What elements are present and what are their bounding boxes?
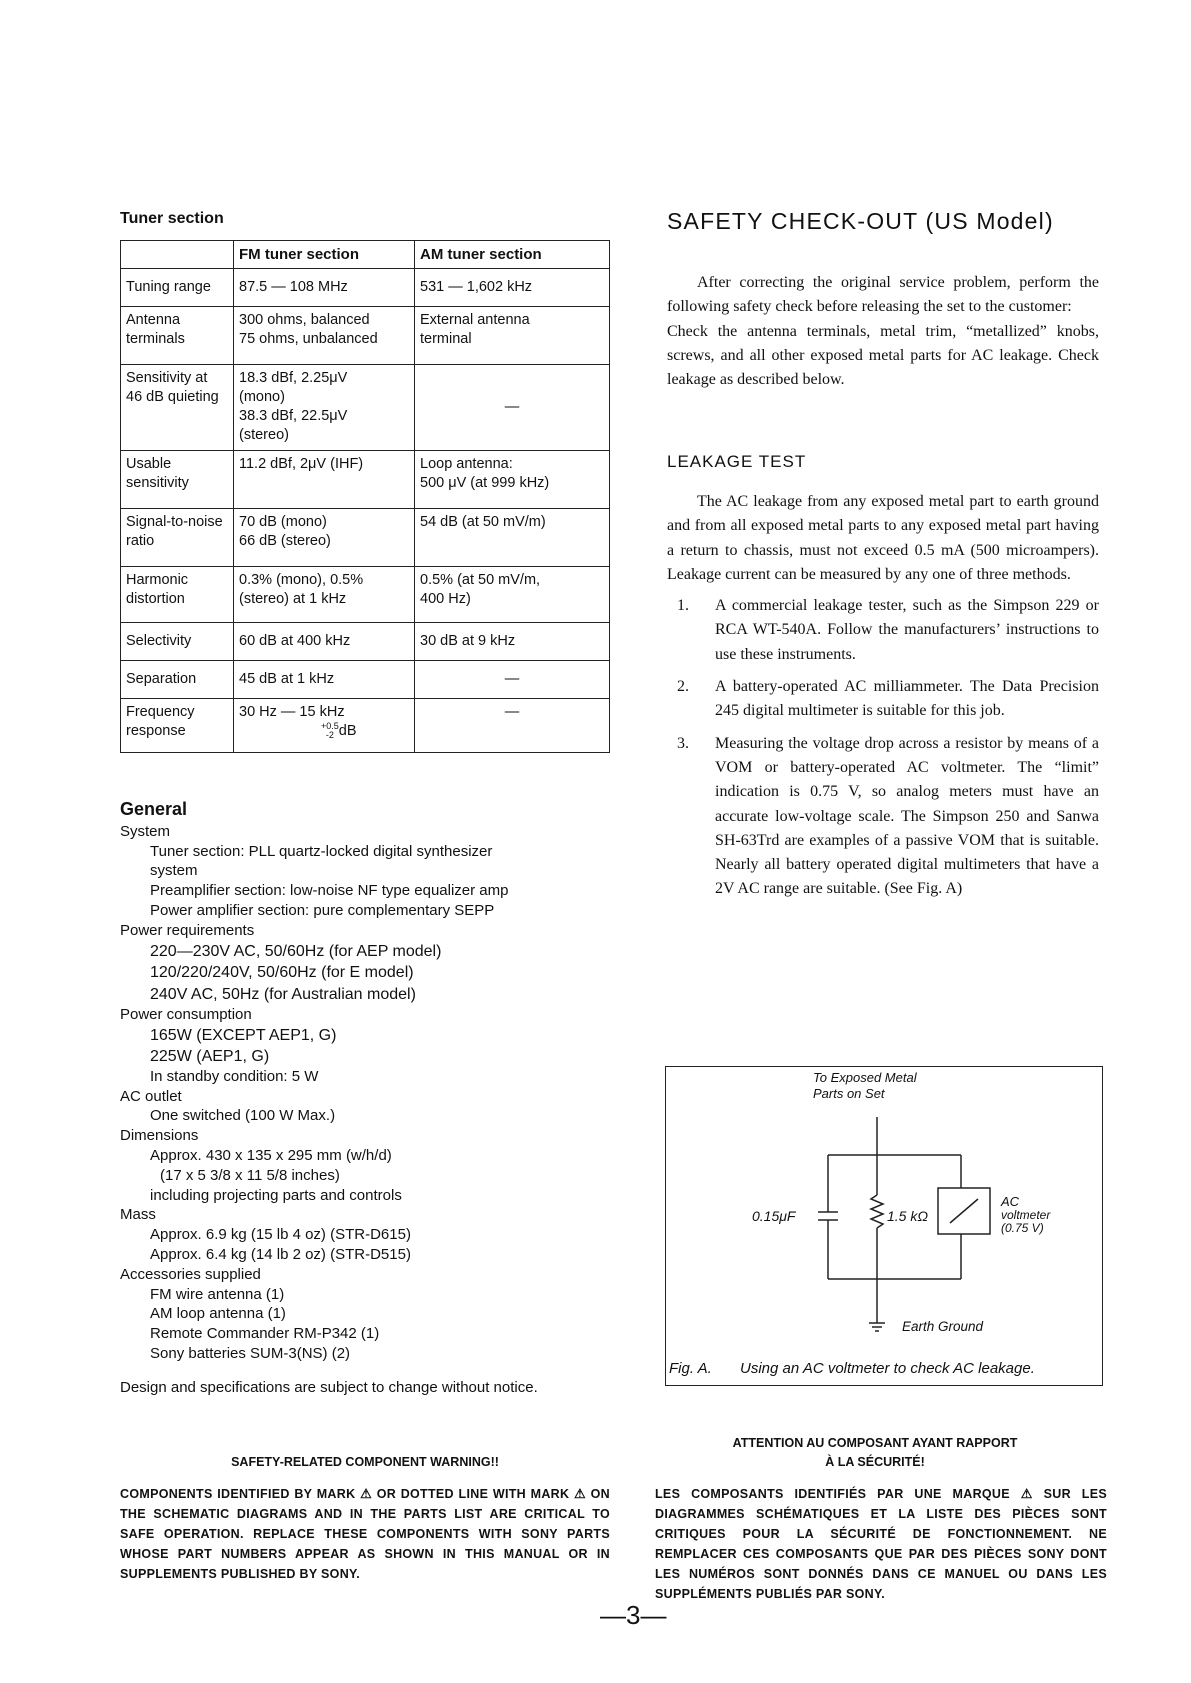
am-value: —: [415, 661, 610, 699]
figure-a: [665, 1066, 1103, 1386]
spec-change-note: Design and specifications are subject to change without notice.: [120, 1378, 538, 1396]
row-label: Frequency response: [121, 699, 234, 753]
am-value: 30 dB at 9 kHz: [415, 623, 610, 661]
warning-mark-icon: ⚠: [1020, 1486, 1033, 1501]
table-header-fm: FM tuner section: [234, 241, 415, 269]
consumption-line: In standby condition: 5 W: [150, 1067, 319, 1085]
meter-label: AC: [1001, 1194, 1020, 1209]
am-value: —: [415, 365, 610, 451]
accessories-label: Accessories supplied: [120, 1265, 261, 1283]
table-header-empty: [121, 241, 234, 269]
fm-value: 300 ohms, balanced 75 ohms, unbalanced: [234, 307, 415, 365]
figure-caption-prefix: Fig. A.: [669, 1360, 712, 1377]
meter-label: (0.75 V): [1001, 1221, 1044, 1235]
leakage-test-body: [667, 490, 1099, 910]
fm-value: 11.2 dBf, 2μV (IHF): [234, 451, 415, 509]
ground-label: Earth Ground: [902, 1319, 984, 1334]
general-title: General: [120, 799, 188, 819]
leakage-paragraph: The AC leakage from any exposed metal part to earth ground and from all exposed metal parts to any exposed metal part having a return to chassis, must not exceed 0.5 mA (500 microampers). Leakage current can be measured by any one of three methods.: [667, 493, 1099, 583]
table-row: [121, 623, 610, 661]
fm-value: 70 dB (mono) 66 dB (stereo): [234, 509, 415, 567]
am-value: Loop antenna: 500 μV (at 999 kHz): [415, 451, 610, 509]
warning-mark-icon: ⚠: [360, 1486, 373, 1501]
figure-top-label: Parts on Set: [813, 1086, 885, 1101]
am-value: 54 dB (at 50 mV/m): [415, 509, 610, 567]
accessories-line: Sony batteries SUM-3(NS) (2): [150, 1345, 351, 1363]
page-number: —3—: [600, 1600, 667, 1630]
safety-checkout-title: SAFETY CHECK-OUT (US Model): [667, 208, 1054, 234]
row-label: Signal-to-noise ratio: [121, 509, 234, 567]
table-row: [121, 661, 610, 699]
am-value: —: [415, 699, 610, 753]
warning-mark-icon: ⚠: [574, 1486, 586, 1501]
system-line: system: [150, 862, 198, 880]
list-item: 1. A commercial leakage tester, such as the Simpson 229 or RCA WT-540A. Follow the manufacturers’ instructions to use these instruments.: [677, 597, 1099, 663]
row-label: Separation: [121, 661, 234, 699]
dimensions-label: Dimensions: [120, 1127, 199, 1145]
figure-top-label: To Exposed Metal: [813, 1070, 917, 1085]
row-label: Tuning range: [121, 269, 234, 307]
consumption-label: Power consumption: [120, 1006, 252, 1024]
tuner-spec-table: [120, 240, 610, 753]
tuner-section-title: Tuner section: [120, 210, 224, 227]
leakage-test-title: LEAKAGE TEST: [667, 452, 807, 471]
fm-value: 30 Hz — 15 kHz +0.5 -2 dB: [234, 699, 415, 753]
ac-outlet-line: One switched (100 W Max.): [150, 1107, 336, 1125]
resistor-label: 1.5 kΩ: [887, 1208, 929, 1224]
system-line: Power amplifier section: pure complementary SEPP: [150, 901, 495, 919]
list-item: 3. Measuring the voltage drop across a resistor by means of a VOM or battery-operated AC voltmeter. The “limit” indication is 0.75 V, so analog meters must have an accurate low-voltage scale. The Simpson 250 and Sanwa SH-63Trd are examples of a passive VOM that is suitable. Nearly all battery operated digital multimeters that have a 2V AC range are suitable. (See Fig. A): [677, 734, 1099, 898]
row-label: Sensitivity at 46 dB quieting: [121, 365, 234, 451]
table-row: [121, 509, 610, 567]
system-line: Preamplifier section: low-noise NF type equalizer amp: [150, 882, 509, 900]
table-header-am: AM tuner section: [415, 241, 610, 269]
methods-list: [667, 594, 1099, 902]
dimensions-line: (17 x 5 3/8 x 11 5/8 inches): [160, 1166, 340, 1184]
accessories-line: AM loop antenna (1): [150, 1305, 286, 1323]
accessories-line: FM wire antenna (1): [150, 1285, 285, 1303]
fm-value: 60 dB at 400 kHz: [234, 623, 415, 661]
am-value: 0.5% (at 50 mV/m, 400 Hz): [415, 567, 610, 623]
warning-body-en: COMPONENTS IDENTIFIED BY MARK ⚠ OR DOTTED LINE WITH MARK ⚠ ON THE SCHEMATIC DIAGRAMS AND IN THE PARTS LIST ARE CRITICAL TO SAFE OPERATION. REPLACE THESE COMPONENTS WITH SONY PARTS WHOSE PART NUMBERS APPEAR AS SHOWN IN THIS MANUAL OR IN SUPPLEMENTS PUBLISHED BY SONY.: [120, 1486, 610, 1581]
mass-label: Mass: [120, 1206, 156, 1224]
am-value: External antenna terminal: [415, 307, 610, 365]
fm-value: 87.5 — 108 MHz: [234, 269, 415, 307]
general-section: [120, 800, 620, 1398]
consumption-line: 165W (EXCEPT AEP1, G): [150, 1026, 337, 1044]
row-label: Usable sensitivity: [121, 451, 234, 509]
fm-value: 0.3% (mono), 0.5% (stereo) at 1 kHz: [234, 567, 415, 623]
fm-value: 18.3 dBf, 2.25μV (mono) 38.3 dBf, 22.5μV (stereo): [234, 365, 415, 451]
leakage-circuit-diagram: [666, 1067, 1102, 1385]
figure-caption: Using an AC voltmeter to check AC leakage.: [740, 1360, 1035, 1377]
power-req-line: 120/220/240V, 50/60Hz (for E model): [150, 964, 414, 982]
power-req-line: 240V AC, 50Hz (for Australian model): [150, 985, 416, 1003]
am-value: 531 — 1,602 kHz: [415, 269, 610, 307]
list-item: 2. A battery-operated AC milliammeter. The Data Precision 245 digital multimeter is suitable for this job.: [677, 678, 1099, 720]
row-label: Antenna terminals: [121, 307, 234, 365]
ac-outlet-label: AC outlet: [120, 1087, 182, 1105]
power-req-line: 220—230V AC, 50/60Hz (for AEP model): [150, 942, 442, 960]
warning-body-fr: LES COMPOSANTS IDENTIFIÉS PAR UNE MARQUE ⚠ SUR LES DIAGRAMMES SCHÉMATIQUES ET LA LISTE DES PIÈCES SONT CRITIQUES POUR LA SÉCURITÉ DE FONCTIONNEMENT. NE REMPLACER CES COMPOSANTS QUE PAR DES PIÈCES SONY DONT LES NUMÉROS SONT DONNÉS DANS CE MANUEL OU DANS LES SUPPLÉMENTS PUBLIÉS PAR SONY.: [655, 1486, 1107, 1601]
row-label: Harmonic distortion: [121, 567, 234, 623]
intro-paragraph: After correcting the original service problem, perform the following safety check before releasing the set to the customer:: [667, 274, 1099, 316]
resistor-symbol: [871, 1195, 883, 1228]
table-row: [121, 451, 610, 509]
table-row: [121, 699, 610, 753]
power-req-label: Power requirements: [120, 921, 255, 939]
capacitor-label: 0.15μF: [752, 1208, 796, 1224]
table-row: [121, 307, 610, 365]
safety-intro: [667, 271, 1099, 392]
table-row: [121, 365, 610, 451]
system-line: Tuner section: PLL quartz-locked digital synthesizer: [150, 842, 493, 860]
dimensions-line: Approx. 430 x 135 x 295 mm (w/h/d): [150, 1147, 392, 1165]
meter-label: voltmeter: [1001, 1208, 1051, 1222]
dimensions-line: including projecting parts and controls: [150, 1186, 402, 1204]
row-label: Selectivity: [121, 623, 234, 661]
consumption-line: 225W (AEP1, G): [150, 1047, 270, 1065]
mass-line: Approx. 6.4 kg (14 lb 2 oz) (STR-D515): [150, 1246, 411, 1264]
voltmeter-needle: [950, 1199, 978, 1223]
table-row: [121, 269, 610, 307]
warning-title-fr: ATTENTION AU COMPOSANT AYANT RAPPORT À LA SÉCURITÉ!: [732, 1436, 1018, 1469]
table-header-row: [121, 241, 610, 269]
mass-line: Approx. 6.9 kg (15 lb 4 oz) (STR-D615): [150, 1226, 411, 1244]
table-row: [121, 567, 610, 623]
system-label: System: [120, 822, 171, 840]
fm-value: 45 dB at 1 kHz: [234, 661, 415, 699]
accessories-line: Remote Commander RM-P342 (1): [150, 1325, 380, 1343]
warning-title-en: SAFETY-RELATED COMPONENT WARNING!!: [231, 1455, 499, 1469]
intro-paragraph: Check the antenna terminals, metal trim, “metallized” knobs, screws, and all other exposed metal parts for AC leakage. Check leakage as described below.: [667, 322, 1099, 389]
